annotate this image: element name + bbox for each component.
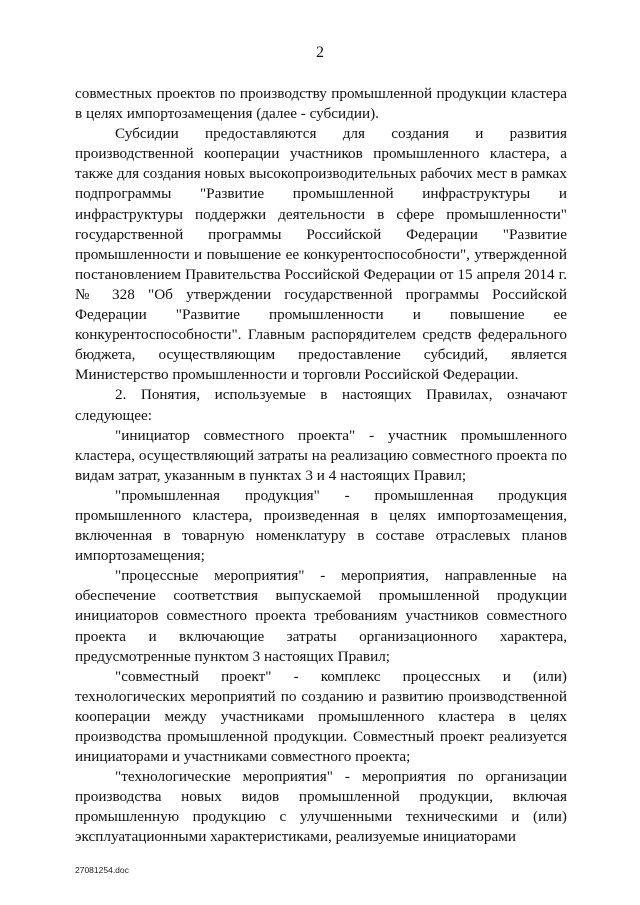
paragraph-definitions-intro: 2. Понятия, используемые в настоящих Правилах, означают следующее: [75, 386, 567, 424]
definition-industrial-products: "промышленная продукция" - промышленная продукция промышленного кластера, произведенная в целях импортозамещения, включенная в товарную номенклатуру в составе отраслевых планов импортозамещения; [75, 486, 567, 565]
paragraph-continuation: совместных проектов по производству промышленной продукции кластера в целях импортозамещения (далее - субсидии). [75, 85, 567, 123]
document-body [75, 84, 567, 848]
file-name-footer: 27081254.doc [75, 865, 129, 875]
page-number: 2 [316, 44, 324, 61]
definition-process-measures: "процессные мероприятия" - мероприятия, направленные на обеспечение соответствия выпускаемой промышленной продукции инициаторов совместного проекта требованиям участников совместного проекта и включающие затраты организационного характера, предусмотренные пунктом 3 настоящих Правил; [75, 567, 567, 665]
definition-joint-project: "совместный проект" - комплекс процессных и (или) технологических мероприятий по созданию и развитию производственной кооперации между участниками промышленного кластера в целях производства промышленной продукции. Совместный проект реализуется инициаторами и участниками совместного проекта; [75, 667, 567, 766]
definition-technological-measures: "технологические мероприятия" - мероприятия по организации производства новых видов промышленной продукции, включая промышленную продукцию с улучшенными техническими и (или) эксплуатационными характеристиками, реализуемые инициаторами [75, 768, 567, 846]
definition-project-initiator: "инициатор совместного проекта" - участник промышленного кластера, осуществляющий затраты на реализацию совместного проекта по видам затрат, указанным в пунктах 3 и 4 настоящих Правил; [75, 426, 567, 484]
paragraph-subsidies: Субсидии предоставляются для создания и развития производственной кооперации участников промышленного кластера, а также для создания новых высокопроизводительных рабочих мест в рамках подпрограммы "Развитие промышленной инфраструктуры и инфраструктуры поддержки деятельности в сфере промышленности" государственной программы Российской Федерации "Развитие промышленности и повышение ее конкурентоспособности", утвержденной постановлением Правительства Российской Федерации от 15 апреля 2014 г. № 328 "Об утверждении государственной программы Российской Федерации "Развитие промышленности и повышение ее конкурентоспособности". Главным распорядителем средств федерального бюджета, осуществляющим предоставление субсидий, является Министерство промышленности и торговли Российской Федерации. [75, 125, 567, 384]
